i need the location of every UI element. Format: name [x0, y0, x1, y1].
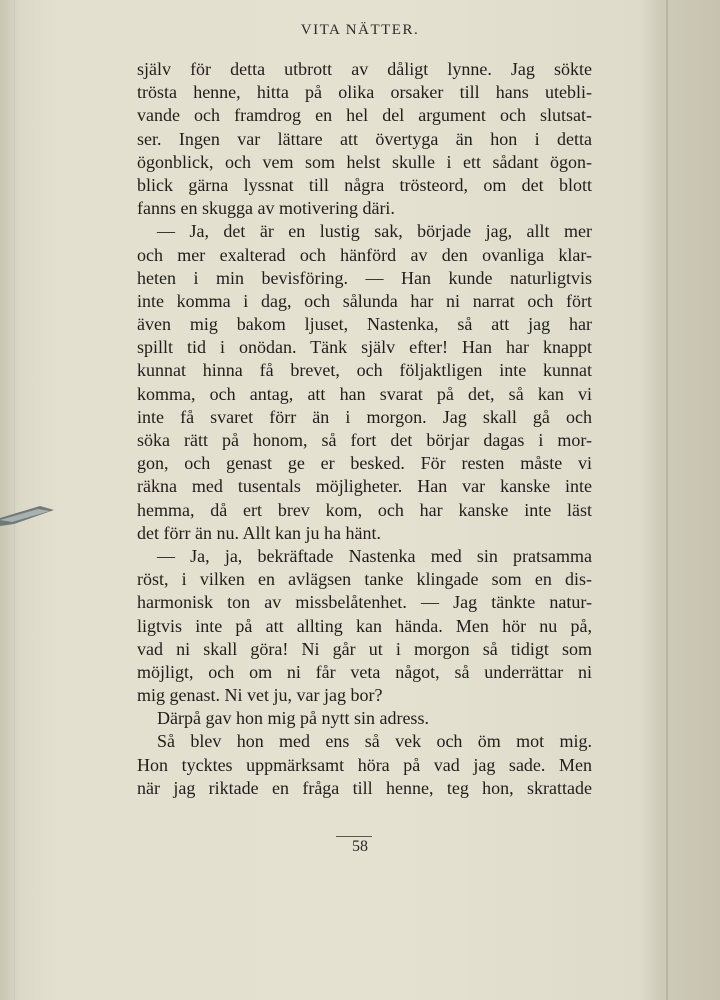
body-text [137, 58, 592, 800]
text-line: ögonblick, och vem som helst skulle i ett sådant ögon- [137, 151, 592, 172]
bookmark-clip-icon [0, 500, 56, 526]
text-line: Så blev hon med ens så vek och öm mot mig. [157, 731, 592, 752]
text-line: vad ni skall göra! Ni går ut i morgon så tidigt som [137, 638, 592, 659]
text-line: harmonisk ton av missbelåtenhet. — Jag tänkte natur- [137, 592, 592, 613]
text-line: det förr än nu. Allt kan ju ha hänt. [137, 522, 381, 543]
text-line: komma, och antag, att han svarat på det, så kan vi [137, 383, 592, 404]
text-line: ligtvis inte på att allting kan hända. Men hör nu på, [137, 615, 592, 636]
text-line: fanns en skugga av motivering däri. [137, 198, 395, 219]
text-line: och mer exalterad och hänförd av den ovanliga klar- [137, 244, 592, 265]
text-line: — Ja, ja, bekräftade Nastenka med sin pratsamma [157, 545, 592, 566]
text-line: söka rätt på honom, så fort det börjar dagas i mor- [137, 430, 592, 450]
text-line: ser. Ingen var lättare att övertyga än hon i detta [137, 128, 592, 149]
text-line: inte få svaret förr än i morgon. Jag skall gå och [137, 406, 592, 427]
text-line: när jag riktade en fråga till henne, teg hon, skrattade [137, 777, 592, 798]
text-line: möjligt, och om ni får veta något, så underrättar ni [137, 661, 592, 682]
text-line: hemma, då ert brev kom, och har kanske inte läst [137, 499, 592, 520]
text-line: trösta henne, hitta på olika orsaker till hans utebli- [137, 82, 592, 103]
text-line: heten i min bevisföring. — Han kunde naturligtvis [137, 267, 592, 288]
folio-rule [336, 836, 372, 837]
text-line: blick gärna lyssnat till några trösteord, om det blott [137, 174, 592, 195]
running-head: VITA NÄTTER. [300, 22, 420, 38]
text-line: mig genast. Ni vet ju, var jag bor? [137, 685, 383, 706]
text-line: Hon tycktes uppmärksamt höra på vad jag sade. Men [137, 754, 592, 775]
text-line: inte komma i dag, och sålunda har ni narrat och fört [137, 290, 592, 311]
text-line: själv för detta utbrott av dåligt lynne. Jag sökte [137, 59, 592, 79]
text-line: röst, i vilken en avlägsen tanke klingade som en dis- [137, 569, 592, 590]
text-line: Därpå gav hon mig på nytt sin adress. [157, 708, 429, 729]
text-line: räkna med tusentals möjligheter. Han var kanske inte [137, 476, 592, 497]
text-line: kunnat hinna få brevet, och följaktligen inte kunnat [137, 360, 592, 381]
text-line: spillt tid i onödan. Tänk själv efter! Han har knappt [137, 337, 592, 358]
text-line: även mig bakom ljuset, Nastenka, så att jag har [137, 314, 592, 335]
text-line: vande och framdrog en hel del argument och slutsat- [137, 105, 592, 126]
text-line: gon, och genast ge er besked. För resten måste vi [137, 453, 592, 474]
page-number: 58 [352, 838, 368, 855]
text-line: — Ja, det är en lustig sak, började jag, allt mer [157, 221, 592, 242]
